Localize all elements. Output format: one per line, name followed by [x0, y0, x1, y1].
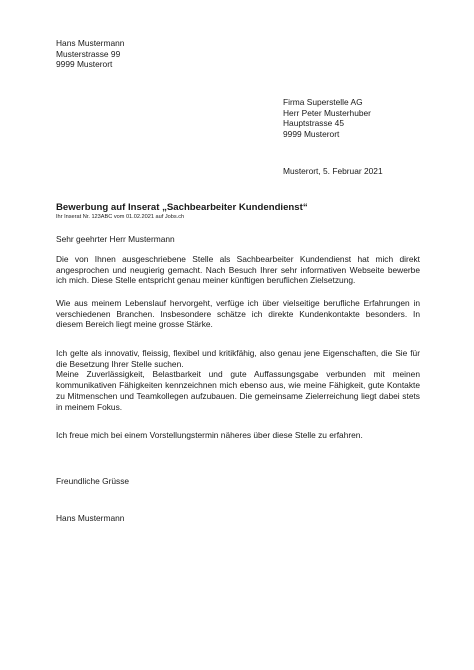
signature-name: Hans Mustermann [56, 513, 125, 523]
recipient-street: Hauptstrasse 45 [283, 118, 344, 129]
paragraph-qualities-line1: Ich gelte als innovativ, fleissig, flexibel und kritikfähig, also genau jene Eigenschaften, die Sie für die Besetzung Ihrer Stelle suchen. [56, 348, 420, 369]
sender-address [56, 38, 124, 70]
sender-street: Musterstrasse 99 [56, 48, 121, 59]
recipient-company: Firma Superstelle AG [283, 97, 363, 107]
subject-reference: Ihr Inserat Nr. 123ABC vom 01.02.2021 auf Jobs.ch [56, 214, 185, 220]
letter-date: Musterort, 5. Februar 2021 [283, 166, 383, 176]
recipient-person: Herr Peter Musterhuber [283, 107, 371, 118]
sender-name: Hans Mustermann [56, 38, 125, 48]
paragraph-intro: Die von Ihnen ausgeschriebene Stelle als Sachbearbeiter Kundendienst hat mich direkt angesprochen und neugierig gemacht. Nach Besuch Ihrer sehr informativen Webseite bewerbe ich mich. Diese Stelle entspricht genau meiner künftigen beruflichen Zielsetzung. [56, 254, 420, 286]
salutation: Sehr geehrter Herr Mustermann [56, 234, 175, 244]
paragraph-closing: Ich freue mich bei einem Vorstellungstermin näheres über diese Stelle zu erfahren. [56, 430, 363, 440]
paragraph-experience: Wie aus meinem Lebenslauf hervorgeht, verfüge ich über vielseitige berufliche Erfahrungen in verschiedenen Branchen. Insbesondere schätze ich direkte Kundenkontakte besonders. In diesem Bereich liegt meine grosse Stärke. [56, 298, 420, 330]
closing-greeting: Freundliche Grüsse [56, 476, 130, 486]
letter-subject: Bewerbung auf Inserat „Sachbearbeiter Kundendienst“ [56, 202, 308, 213]
sender-city: 9999 Musterort [56, 59, 113, 70]
paragraph-qualities [56, 348, 420, 412]
recipient-address [283, 97, 371, 139]
recipient-city: 9999 Musterort [283, 128, 340, 139]
paragraph-qualities-line2: Meine Zuverlässigkeit, Belastbarkeit und gute Auffassungsgabe verbunden mit meinen kommunikativen Fähigkeiten kennzeichnen mich ebenso aus, wie meine Fähigkeit, gute Kontakte zu Mitmenschen und Teamkollegen aufzubauen. Die gemeinsame Zielerreichung liegt dabei stets in meinem Fokus. [56, 369, 420, 412]
